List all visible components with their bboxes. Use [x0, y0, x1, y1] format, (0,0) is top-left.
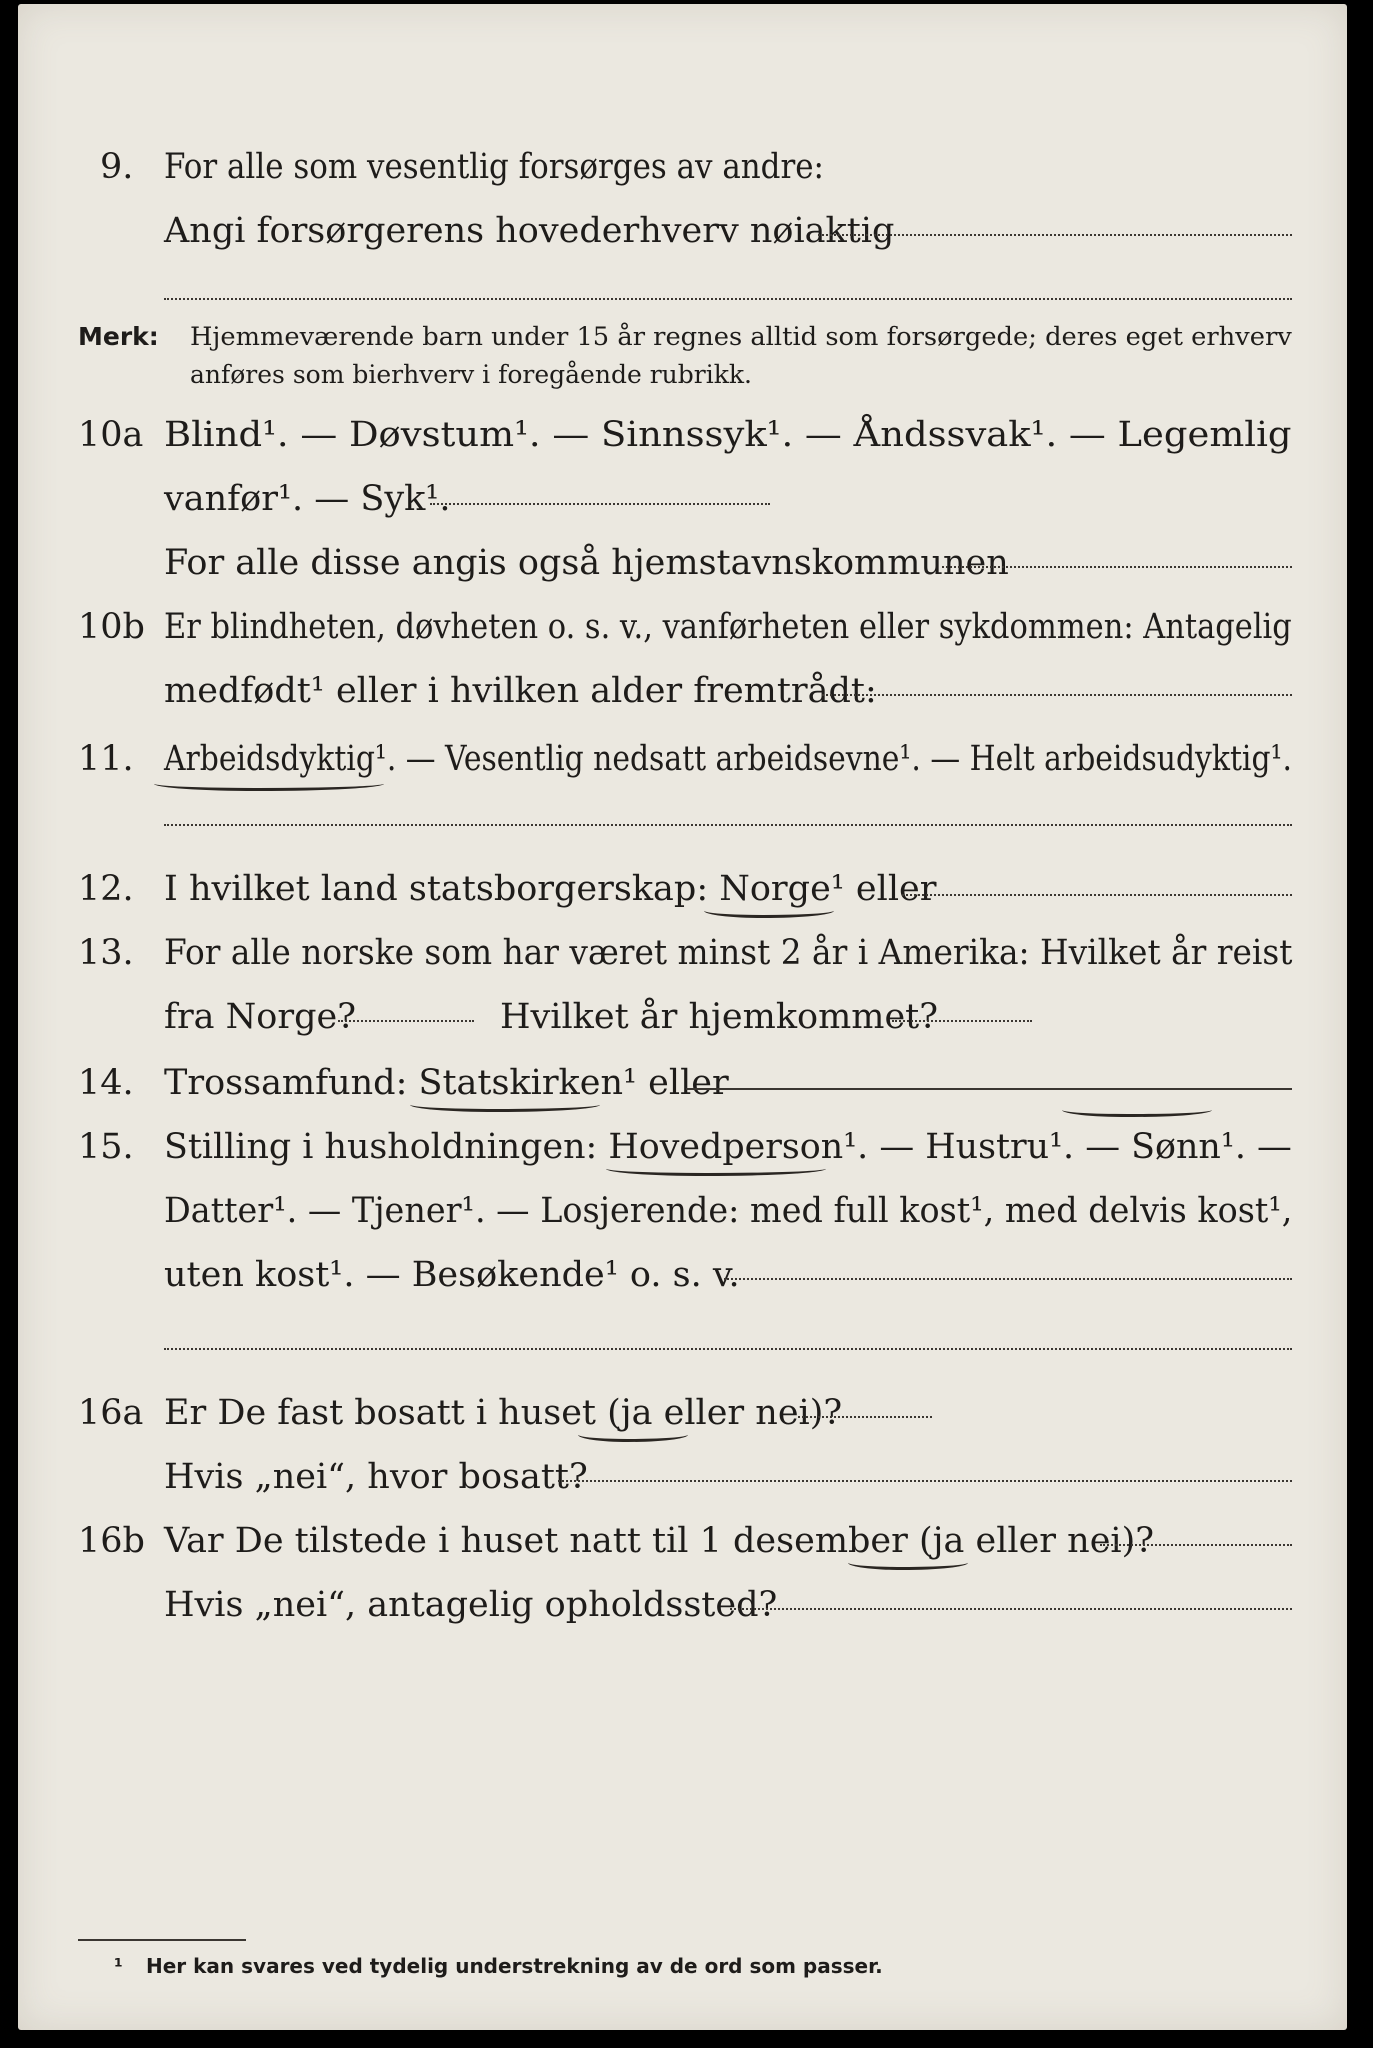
- handwritten-underline-arbeidsdyktig: [154, 780, 384, 791]
- question-number-14: 14.: [78, 1063, 134, 1103]
- question-16a-line2: Hvis „nei“, hvor bosatt?: [164, 1457, 588, 1497]
- question-10b-line2: medfødt¹ eller i hvilken alder fremtrådt:: [164, 671, 877, 711]
- census-form-page: [18, 4, 1347, 2030]
- question-number-10b: 10b: [78, 607, 145, 647]
- footnote-mark: ¹: [114, 1954, 123, 1978]
- handwritten-underline-ja: [578, 1432, 688, 1442]
- answer-line-12[interactable]: [902, 894, 1292, 896]
- question-13-line2b: Hvilket år hjemkommet?: [500, 997, 939, 1037]
- answer-line-11[interactable]: [164, 824, 1292, 826]
- question-10a-line3: For alle disse angis også hjemstavnskommunen: [164, 543, 1009, 583]
- question-15-line1: Stilling i husholdningen: Hovedperson¹. — Hustru¹. — Sønn¹. —: [164, 1127, 1292, 1167]
- handwritten-underline-hovedperson: [606, 1166, 826, 1176]
- question-16b-line2: Hvis „nei“, antagelig opholdssted?: [164, 1585, 778, 1625]
- question-9-text: For alle som vesentlig forsørges av andre:: [164, 147, 824, 187]
- question-10b-line1: Er blindheten, døvheten o. s. v., vanførheten eller sykdommen: Antagelig: [164, 607, 1292, 647]
- answer-line-13-reist[interactable]: [338, 1020, 474, 1022]
- question-number-16a: 16a: [78, 1393, 144, 1433]
- question-number-11: 11.: [78, 739, 134, 779]
- answer-line-15b[interactable]: [164, 1348, 1292, 1350]
- question-15-line3: uten kost¹. — Besøkende¹ o. s. v.: [164, 1255, 740, 1295]
- answer-line-14[interactable]: [686, 1088, 1292, 1090]
- question-number-15: 15.: [78, 1127, 134, 1167]
- question-13-line2a: fra Norge?: [164, 997, 356, 1037]
- answer-line-16a[interactable]: [798, 1416, 932, 1418]
- question-number-12: 12.: [78, 869, 134, 909]
- question-number-16b: 16b: [78, 1521, 145, 1561]
- answer-line-9b[interactable]: [164, 298, 1292, 300]
- question-number-10a: 10a: [78, 415, 144, 455]
- question-15-line2: Datter¹. — Tjener¹. — Losjerende: med full kost¹, med delvis kost¹,: [164, 1191, 1293, 1231]
- question-11-text: Arbeidsdyktig¹. — Vesentlig nedsatt arbeidsevne¹. — Helt arbeidsudyktig¹.: [164, 739, 1292, 779]
- answer-line-16b[interactable]: [1100, 1544, 1292, 1546]
- answer-line-16a-bosatt[interactable]: [558, 1480, 1292, 1482]
- question-number-13: 13.: [78, 933, 134, 973]
- note-text-line1: Hjemmeværende barn under 15 år regnes alltid som forsørgede; deres eget erhverv: [190, 322, 1292, 351]
- note-text-line2: anføres som bierhverv i foregående rubrikk.: [190, 360, 752, 389]
- question-10a-line2: vanfør¹. — Syk¹.: [164, 479, 451, 519]
- question-12-text: I hvilket land statsborgerskap: Norge¹ eller: [164, 869, 937, 909]
- handwritten-underline-ja-16b: [848, 1560, 968, 1570]
- question-9-subtext: Angi forsørgerens hovederhverv nøiaktig: [164, 211, 895, 251]
- handwritten-mark-14: [1062, 1110, 1212, 1117]
- note-label: Merk:: [78, 322, 159, 351]
- answer-line-10b[interactable]: [822, 694, 1292, 696]
- question-14-text: Trossamfund: Statskirken¹ eller: [164, 1063, 729, 1103]
- answer-line-9[interactable]: [818, 234, 1292, 236]
- footnote-rule: [78, 1939, 246, 1941]
- answer-line-10a[interactable]: [430, 503, 770, 505]
- question-16a-line1: Er De fast bosatt i huset (ja eller nei)?: [164, 1393, 843, 1433]
- question-16b-line1: Var De tilstede i huset natt til 1 desember (ja eller nei)?: [164, 1521, 1155, 1561]
- question-13-line1: For alle norske som har været minst 2 år i Amerika: Hvilket år reist: [164, 933, 1293, 973]
- answer-line-10a-hometown[interactable]: [942, 566, 1292, 568]
- footnote-text: Her kan svares ved tydelig understrekning av de ord som passer.: [146, 1954, 883, 1978]
- handwritten-underline-statskirken: [410, 1102, 600, 1112]
- handwritten-underline-norge: [704, 908, 834, 918]
- answer-line-15[interactable]: [724, 1278, 1292, 1280]
- answer-line-16b-opholdssted[interactable]: [730, 1608, 1292, 1610]
- question-number-9: 9.: [100, 147, 134, 187]
- question-10a-line1: Blind¹. — Døvstum¹. — Sinnssyk¹. — Åndssvak¹. — Legemlig: [164, 415, 1292, 455]
- answer-line-13-hjemkommet[interactable]: [892, 1020, 1032, 1022]
